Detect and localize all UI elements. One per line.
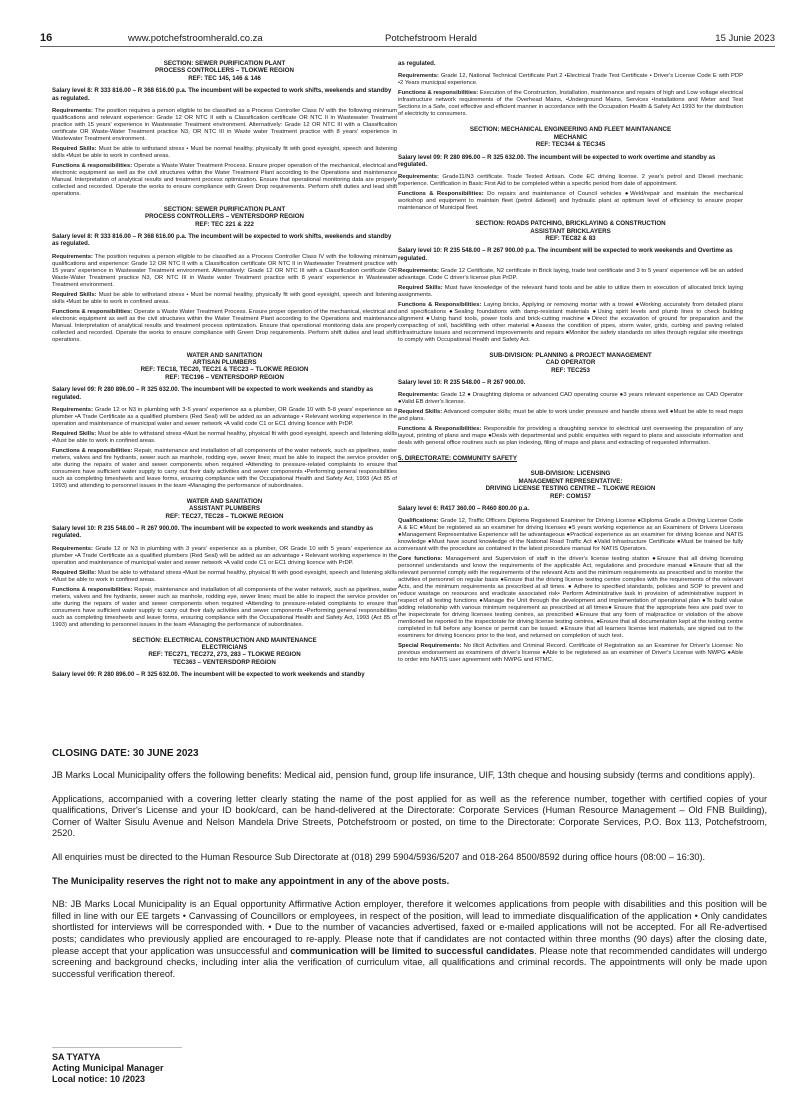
job-section	[52, 60, 397, 198]
detail-text: Execution of the Construction, Installation, maintenance and repairs of high and Low voltage electrical infrastructure network requirements of the Overhead Mains, •Underground Mains, Services •Installations and Meter and Test Sections in a Safe, cost effective and efficient manner in accordance with the Occupation Health & Safety Act 1993 for the distribution of electricity to consumers.	[398, 90, 743, 118]
nb-emphasis: communication will be limited to successful candidates	[290, 945, 535, 956]
detail-text: Must be able to withstand stress •Must be normal healthy, physical fit with good eyesight, speech and listening skills •Must be able to work in confined areas.	[52, 569, 397, 583]
section-heading-line: REF: TEC253	[551, 366, 590, 374]
section-heading-line: DRIVING LICENSE TESTING CENTRE – TLOKWE REGION	[485, 485, 656, 493]
job-detail-paragraph	[398, 409, 743, 423]
detail-label: Functions & responsibilities:	[52, 447, 133, 454]
detail-text: Laying bricks, Applying or removing mortar with a trowel ●Working accurately from detailed plans and specifications ●Sealing foundations with damp-resistant materials ●Using spirit levels and plumb lines to check building alignment ●Using hand tools, power tools and brick-cutting machine ●Direct the excavation of ground for preparation and the compacting of soil, backfilling with other material ●Assess the condition of pipes, storm water, grids, curbing and paving related infrastructure issues and recommend improvements and repairs ●Monitor the safety standards on sites through regular site meetings to comply with Occupational Health and Safety Act.	[398, 301, 743, 343]
signatory-name: SA TYATYA	[52, 1052, 101, 1062]
salary-line: Salary level 8: R 333 816.00 – R 368 616.00 p.a. The incumbent will be expected to work shifts, weekends and standby as regulated.	[52, 233, 392, 248]
website-url[interactable]: www.potchefstroomherald.co.za	[128, 33, 263, 44]
detail-text: Repair, maintenance and installation of all components of the water network, such as pipelines, water meters, valves and fire hydrants, sewer such as manhole, rodding eye, sewer lines; must be able to inspect the service provider on site during the repairs of water and sewer components when required •Attending to pressure-related complaints to ensure that consumers have sufficient water supply to carry out their daily activities and sewer components •Performing general responsibilities such as completing timesheets and leave forms, ensuring compliance with the Occupational Health and Safety Act, 1993 (Act 85 of 1993) and attending to personnel issues in the team •Managing the performance of subordinates.	[52, 447, 397, 489]
detail-text: Grade 12, Traffic Officers Diploma Registered Examiner for Driving License ●Diploma Grade a Driving License Code A & EC ●Must be registered as an examiner for driving licenses ●5 years working experience as an Examiners of Drivers Licenses ●Management Representative Experience will be advantageous ●Practical experience as an examiner for driving license and NATIS knowledge ●Must have sound knowledge of the National Road Traffic Act ●Valid Infrastructure Certificate ●Must be trained be fully conversant with the procedure as contained in the latest procedure manual for NATIS Operators.	[398, 518, 743, 553]
detail-text: Do repairs and maintenance of Council vehicles ●Weld/repair and maintain the mechanical workshop and equipment to maintain fleet (petrol &diesel) and hydraulic plant at optimum level of efficiency to ensure proper maintenance of Municipal fleet.	[398, 191, 743, 212]
signoff-block	[52, 1047, 182, 1085]
job-section	[398, 352, 743, 448]
detail-label: Required Skills:	[52, 291, 97, 298]
signatory-title: Acting Municipal Manager	[52, 1063, 164, 1073]
salary-line: Salary level 6: R417 360.00 – R460 800.00 p.a.	[398, 505, 530, 513]
job-section	[398, 455, 743, 664]
detail-label: Functions & Responsibilities:	[398, 191, 484, 198]
detail-label: Functions & Responsibilities:	[398, 301, 482, 308]
section-heading	[398, 126, 743, 148]
job-section	[52, 352, 397, 490]
detail-text: The position requires a person eligible to be classified as a Process Controller Class IV with the following minimum qualifications and relevant experience: Grade 12 OR NTC II with a Classification certificate OR NTC II in Wastewater Treatment practice with 15 years' experience in Wastewater Treatment environment. Alternatively: Grade 12 OR NTC III with a Classification certificate OR Waste-Water Treatment practice N3, OR NTC III in Waste water Treatment practice with 8 years' experience in Wastewater Treatment environment.	[52, 107, 397, 142]
job-detail-paragraph	[398, 73, 743, 87]
section-heading-line: SECTION: MECHANICAL ENGINEERING AND FLEET MAINTANANCE	[469, 126, 672, 134]
salary-line: Salary level 09: R 280 896.00 – R 325 632.00. The incumbent will be expected to work weekends and standby as regulated.	[52, 386, 374, 401]
detail-label: Required Skills:	[52, 145, 97, 152]
section-heading-line: SECTION: SEWER PURIFICATION PLANT	[163, 205, 286, 213]
section-heading-line: REF: TEC344 & TEC345	[535, 141, 606, 149]
section-heading-line: REF: COM157	[550, 492, 591, 500]
detail-label: Special Requirements:	[398, 643, 462, 650]
detail-label: Required Skills:	[52, 569, 97, 576]
nb-text-start: NB: JB Marks Local Municipality is an Equal opportunity Affirmative Action employer, therefore it welcomes applications from people with disabilities and this position will be filled in line with our EE targets • Canvassing of Councillors or employees, in respect of the position, will lead to immediate disqualification of the application • Only candidates shortlisted for interviews will be corresponded with. • Due to the number of vacancies advertised, faxed or e-mailed applications will not be accepted. For all Re-advertised posts; candidates who previously applied are encouraged to re-apply. Please note that if candidates are not contacted within three months (90 days) after the closing date, please accept that your application was unsuccessful and	[52, 899, 767, 956]
job-section	[52, 206, 397, 344]
page-number: 16	[40, 32, 53, 44]
job-detail-paragraph	[398, 643, 743, 664]
section-heading-line: REF: TEC 221 & 222	[195, 220, 254, 228]
job-detail-paragraph	[398, 556, 743, 640]
salary-line: as regulated.	[398, 60, 436, 67]
job-detail-paragraph	[398, 302, 743, 344]
section-heading	[398, 470, 743, 500]
section-heading-line: CAD OPERATOR	[545, 359, 596, 367]
section-heading	[52, 498, 397, 520]
section-heading-line: PROCESS CONTROLLERS – TLOKWE REGION	[155, 67, 294, 75]
salary-line: Salary level 09: R 280 896.00 – R 325 632.00. The incumbent will be expected to work weekends and standby	[52, 671, 365, 679]
detail-label: Requirements:	[52, 545, 93, 552]
detail-text: The position requires a person eligible to be classified as a Process Controller Class IV with the following minimum qualifications and experience: Grade 12 OR NTC II with a Classification certificate OR NTC II in Wastewater Treatment practice with 15 years' experience in Wastewater Treatment environment. Alternatively: Grade 12 OR NTC III with a Classification certificate OR Waste-Water Treatment practice N3, OR NTC III in Waste water Treatment practice with 8 years' experience in Wastewater Treatment environment.	[52, 253, 397, 288]
job-section	[52, 498, 397, 629]
section-heading-line: SECTION: SEWER PURIFICATION PLANT	[163, 60, 286, 67]
section-heading-line: SECTION: ELECTRICAL CONSTRUCTION AND MAINTENANCE	[132, 636, 317, 644]
section-heading-line: PROCESS CONTROLLERS – VENTERSDORP REGION	[144, 213, 305, 221]
job-detail-paragraph	[52, 407, 397, 428]
nb-notice	[52, 899, 767, 980]
salary-line: Salary level 8: R 333 816.00 – R 368 616.00 p.a. The incumbent will be expected to work shifts, weekends and standby as regulated.	[52, 87, 392, 102]
detail-text: Responsible for providing a draughting service to electrical unit overseeing the preparation of any layout, printing of plans and maps ●Deals with departmental and public enquiries with regard to plans and associate information and deals with general office routines such as plan indexing, filing of maps and plans and extracting of requested information.	[398, 426, 743, 447]
detail-label: Required Skills:	[398, 409, 443, 416]
job-section	[52, 637, 397, 679]
salary-line: Salary level 10: R 235 548.00 – R 267 900.00 p.a. The incumbent will be expected to work weekends and Overtime as regulated.	[398, 247, 733, 262]
directorate-heading: 5. DIRECTORATE: COMMUNITY SAFETY	[398, 455, 517, 463]
salary-line: Salary level 10: R 235 548.00 – R 267 900.00. The incumbent will be expected to work weekends and standby as regulated.	[52, 525, 374, 540]
section-heading-line: ASSISTANT PLUMBERS	[188, 505, 261, 513]
section-heading	[398, 352, 743, 374]
detail-label: Required Skills:	[398, 284, 443, 291]
general-notices	[52, 770, 767, 992]
job-detail-paragraph	[52, 292, 397, 306]
benefits-notice: JB Marks Local Municipality offers the following benefits: Medical aid, pension fund, group life insurance, UIF, 13th cheque and housing subsidy (terms and conditions apply).	[52, 770, 756, 780]
detail-text: No illicit Activities and Criminal Record. Certificate of Registration as an Examiner for Driver's License: No previous endorsement as examiners of driver's license ●Able to be registered as an examiner of Driver's License with NWPG ●Able to order into NATIS user agreement with NWPG and RTMC.	[398, 643, 743, 664]
detail-label: Requirements:	[398, 174, 439, 181]
detail-text: Grade 12 ● Draughting diploma or advanced CAD operating course ●3 years relevant experience as CAD Operator ●Valid EB driver's license.	[398, 392, 743, 406]
section-heading-line: WATER AND SANITATION	[186, 351, 263, 359]
section-heading-line: WATER AND SANITATION	[186, 497, 263, 505]
section-heading-line: SUB-DIVISION: PLANNING & PROJECT MANAGEMENT	[489, 351, 652, 359]
section-heading-line: REF: TEC82 & 83	[545, 234, 596, 242]
section-heading-line: TEC363 – VENTERSDORP REGION	[173, 658, 276, 666]
job-detail-paragraph	[398, 426, 743, 447]
section-heading	[52, 352, 397, 382]
local-notice-number: Local notice: 10 /2023	[52, 1074, 146, 1084]
section-heading-line: SUB-DIVISION: LICENSING	[530, 470, 611, 478]
reserve-right-notice: The Municipality reserves the right not to make any appointment in any of the above posts.	[52, 875, 450, 886]
job-detail-paragraph	[52, 587, 397, 629]
detail-text: Must be able to withstand stress • Must be normal healthy, physically fit with good eyesight, speech and listening skills •Must be able to work in confined areas.	[52, 291, 397, 305]
job-detail-paragraph	[398, 285, 743, 299]
section-heading-line: REF: TEC271, TEC272, 273, 283 – TLOKWE REGION	[148, 651, 301, 659]
job-detail-paragraph	[398, 90, 743, 118]
job-detail-paragraph	[52, 570, 397, 584]
detail-label: Requirements:	[398, 73, 439, 80]
job-detail-paragraph	[52, 108, 397, 143]
detail-label: Functions & responsibilities:	[52, 308, 133, 315]
section-heading-line: MECHANIC	[553, 133, 588, 141]
detail-text: Must be able to withstand stress •Must be normal healthy, physical fit with good eyesight, speech and listening skills •Must be able to work in confined areas.	[52, 430, 397, 444]
detail-text: Grade 12 or N3 in plumbing with 3 years' experience as a plumber, OR Grade 10 with 5 years' experience as a plumber •A Trade Certificate as a qualified plumbers (Red Seal) will be added as an advantage • Relevant working experience in the operation and maintenance of municipal water and sewer network •A valid code C1 or EC1 driving licence with PrDP.	[52, 545, 397, 566]
left-column	[52, 60, 397, 692]
detail-label: Functions & Responsibilities:	[398, 426, 482, 433]
job-detail-paragraph	[398, 191, 743, 212]
section-heading	[52, 206, 397, 228]
detail-text: Operate a Waste Water Treatment Process. Ensure proper operation of the mechanical, electrical and electronic equipment as well as the civil structures within the Water Treatment Plant according to the Operations and maintenance Manual. Interpretation of analytical results and treatment process optimization. Ensure that operational monitoring data are properly collected and recorded. Operate the works to ensure compliance with Green Drop requirements. Perform shift duties and lead shift operations.	[52, 308, 397, 343]
detail-label: Requirements:	[398, 392, 439, 399]
section-heading-line: MANAGEMENT REPRESENTATIVE:	[518, 477, 623, 485]
job-detail-paragraph	[398, 392, 743, 406]
section-heading-line: REF: TEC18, TEC20, TEC21 & TEC23 – TLOKWE REGION	[140, 366, 309, 374]
detail-text: Advanced computer skills; must be able to work under pressure and handle stress well ●Must be able to read maps and plans.	[398, 409, 743, 423]
job-section	[398, 60, 743, 118]
job-detail-paragraph	[52, 254, 397, 289]
salary-line: Salary level 09: R 280 896.00 – R 325 632.00. The incumbent will be expected to work overtime and standby as regulated.	[398, 153, 716, 168]
right-column	[398, 60, 743, 692]
job-detail-paragraph	[398, 518, 743, 553]
enquiries-notice: All enquiries must be directed to the Human Resource Sub Directorate at (018) 299 5904/5936/5207 and 018-264 8500/8592 during office hours (08:00 – 16:30).	[52, 851, 706, 862]
detail-text: Repair, maintenance and installation of all components of the water network, such as pipelines, water meters, valves and fire hydrants, sewer such as manhole, rodding eye, sewer lines; must be able to inspect the service provider on site during the repairs of water and sewer components when required •Attending to pressure-related complaints to ensure that consumers have sufficient water supply to carry out their daily activities and sewer components •Performing general responsibilities such as completing timesheets and leave forms, ensuring compliance with the Occupational Health and Safety Act, 1993 (Act 85 of 1993) and attending to personnel issues in the team •Managing the performance of subordinates.	[52, 586, 397, 628]
detail-text: Grade 12 Certificate, N2 certificate in Brick laying, trade test certificate and 3 to 5 years' experience will be an added advantage. Code C driver's license plus PrDP.	[398, 267, 743, 281]
section-heading-line: ASSISTANT BRICKLAYERS	[530, 227, 611, 235]
application-notice: Applications, accompanied with a covering letter clearly stating the name of the post applied for as well as the reference number, together with certified copies of your qualifications, Driver's License and your ID book/card, can be hand-delivered at the Directorate: Corporate Services (Human Resource Management – Old FNB Building), Corner of Walter Sisulu Avenue and Nelson Mandela Drive Streets, Potchefstroom or posted, on time to the Directorate: Corporate Services, P.O. Box 113, Potchefstroom, 2520.	[52, 793, 767, 839]
section-heading-line: SECTION: ROADS PATCHING, BRICKLAYING & CONSTRUCTION	[475, 220, 666, 228]
detail-label: Requirements:	[52, 253, 93, 260]
detail-label: Requirements:	[52, 107, 93, 114]
detail-label: Functions & responsibilities:	[52, 162, 133, 169]
newspaper-name: Potchefstroom Herald	[385, 33, 477, 44]
detail-text: Must have knowledge of the relevant hand tools and be able to utilize them in execution of allocated brick laying assignments.	[398, 284, 743, 298]
section-heading	[52, 60, 397, 82]
section-heading-line: ELECTRICIANS	[201, 644, 248, 652]
job-section	[398, 126, 743, 212]
detail-label: Required Skills:	[52, 430, 97, 437]
detail-text: Grade11/N3 certificate. Trade Tested Artisan. Code EC driving license. 2 year's petrol and Diesel mechanic experience. Certification in Basic First Aid to be completed within a specific period from date of appointment.	[398, 174, 743, 188]
section-heading	[52, 637, 397, 667]
section-heading-line: REF: TEC 145, 146 & 146	[188, 74, 261, 82]
job-detail-paragraph	[52, 309, 397, 344]
detail-text: Operate a Waste Water Treatment Process. Ensure proper operation of the mechanical, electrical and electronic equipment as well as the civil structures within the Water Treatment Plant according to the Operations and maintenance Manual. Interpretation of analytical results and treatment process optimization. Ensure that operational monitoring data are properly collected and recorded. Operate the works to ensure compliance with Green Drop requirements. Perform shift duties and lead shift operations.	[52, 162, 397, 197]
page-header	[40, 33, 775, 47]
salary-line: Salary level 10: R 235 548.00 – R 267 900.00.	[398, 379, 526, 387]
section-heading-line: ARTISAN PLUMBERS	[192, 359, 257, 367]
job-detail-paragraph	[52, 546, 397, 567]
job-detail-paragraph	[52, 146, 397, 160]
detail-text: Grade 12 or N3 in plumbing with 3-5 years' experience as a plumber, OR Grade 10 with 5-8 years' experience as a plumber •A Trade Certificate as a qualified plumbers (Red Seal) will be added as an advantage • Relevant working experience in the operation and maintenance of municipal water and sewer network •A valid code C1 or EC1 driving licence with PrDP.	[52, 406, 397, 427]
job-detail-paragraph	[398, 268, 743, 282]
detail-text: Management and Supervision of staff in the driver's license testing station ●Ensure that all driving licensing personnel understands and know the requirements of the applicable Act, regulations and procedure manual ●Ensure that all the relevant personnel comply with the requirements of the relevant Acts and the minimum requirements as prescribed and to monitor the activities of personnel on regular basis ●Ensure that the driving license testing centre complies with the requirements of the relevant Acts, and the minimum requirements as prescribed at all times. ● Adhere to specified standards, policies and SOP to prevent and reduce wastage on resources and eradicate associated risk• Perform Administrative task in provision of administrative support in respect of all testing functions ●Manage the Unit through the development and implementation of operational plan ●To build value adding relationship with various minimum requirement as prescribed at all times● Ensure that the appropriate fees are paid over to the inspectorate for driving licenses testing centres, as prescribed ●Ensure that any form of malpractice or violation of the above mentioned be reported to the inspectorate for driving license testing centres, ●Ensure that all documentation kept at the testing centre completed in full before any licence or permit can be issued. ●Ensure that all learners license test materials, are signed out to the examiners for driving licences prior to the test, and returned on completion of such test.	[398, 556, 743, 640]
detail-label: Core functions:	[398, 556, 443, 563]
detail-label: Requirements:	[52, 406, 93, 413]
job-detail-paragraph	[52, 448, 397, 490]
closing-date: CLOSING DATE: 30 JUNE 2023	[52, 748, 199, 759]
section-heading	[398, 220, 743, 242]
section-heading-line: REF: TEC27, TEC28 – TLOKWE REGION	[165, 512, 284, 520]
detail-label: Requirements:	[398, 267, 439, 274]
nb-text-end: . Please note that recommended candidates will undergo screening and background checks, including inter alia the verification of curriculum vitae, all qualifications and criminal records. The appointments will only be made upon successful verification thereof.	[52, 945, 767, 979]
detail-label: Functions & responsibilities:	[398, 90, 479, 97]
issue-date: 15 Junie 2023	[715, 33, 775, 44]
detail-text: Must be able to withstand stress • Must be normal healthy, physically fit with good eyesight, speech and listening skills •Must be able to work in confined areas.	[52, 145, 397, 159]
detail-label: Qualifications:	[398, 518, 439, 525]
job-detail-paragraph	[398, 174, 743, 188]
job-detail-paragraph	[52, 163, 397, 198]
detail-label: Functions & responsibilities:	[52, 586, 133, 593]
job-section	[398, 220, 743, 344]
section-heading-line: REF: TEC196 – VENTERSDORP REGION	[165, 373, 284, 381]
detail-text: Grade 12, National Technical Certificate Part 2 •Electrical Trade Test Certificate • Driver's License Code E with PDP •2 Years municipal experience.	[398, 73, 743, 87]
job-detail-paragraph	[52, 431, 397, 445]
